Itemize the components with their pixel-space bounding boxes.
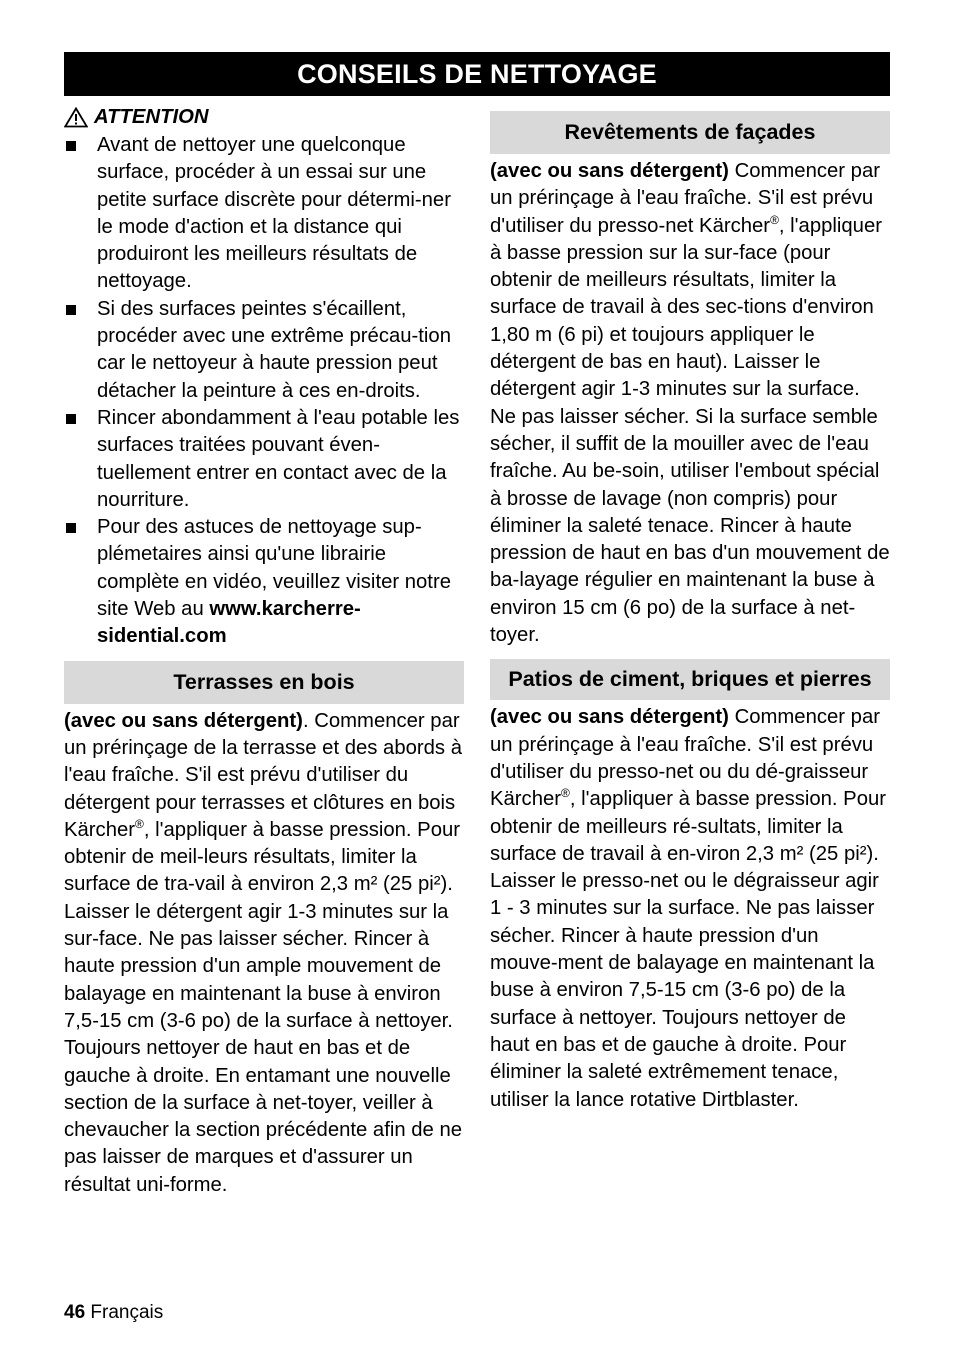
footer-language: Français: [90, 1302, 164, 1323]
left-column: [64, 103, 464, 1199]
page-footer: [64, 1302, 163, 1324]
bullet-square-icon: [66, 305, 76, 315]
section-heading-wood: Terrasses en bois: [64, 661, 464, 704]
list-item: Avant de nettoyer une quelconque surface, procéder à un essai sur une petite surface discrète pour détermi-ner le mode d'action et la distance qui produiront les meilleurs résultats de nettoyage.: [64, 132, 464, 296]
attention-list: [64, 132, 464, 651]
website-link[interactable]: www.karcherre-sidential.com: [97, 598, 361, 648]
list-item: Rincer abondamment à l'eau potable les surfaces traitées pouvant éven-tuellement entrer en contact avec de la nourriture.: [64, 405, 464, 514]
section-heading-patio: Patios de ciment, briques et pierres: [490, 659, 890, 700]
section-body-facade: (avec ou sans détergent) Commencer par un prérinçage à l'eau fraîche. S'il est prévu d'utiliser du presso-net Kärcher®, l'appliquer à basse pression sur la sur-face (pour obtenir de meilleurs résultats, limiter la surface de travail à des sec-tions d'environ 1,80 m (6 pi) et toujours appliquer le détergent de bas en haut). Laisser le détergent agir 1-3 minutes sur la surface. Ne pas laisser sécher. Si la surface semble sécher, il suffit de la mouiller avec de l'eau fraîche. Au be-soin, utiliser l'embout spécial à brosse de lavage (non compris) pour éliminer la saleté tenace. Rincer à haute pression de haut en bas d'un mouvement de ba-layage régulier en maintenant la buse à environ 15 cm (6 po) de la surface à net-toyer.: [490, 160, 890, 647]
bullet-square-icon: [66, 414, 76, 424]
page-title: CONSEILS DE NETTOYAGE: [64, 52, 890, 96]
attention-label: ATTENTION: [94, 105, 209, 128]
page-number: 46: [64, 1302, 86, 1323]
bullet-square-icon: [66, 141, 76, 151]
section-body-wood: (avec ou sans détergent). Commencer par un prérinçage de la terrasse et des abords à l'eau fraîche. S'il est prévu d'utiliser du détergent pour terrasses et clôtures en bois Kärcher®, l'appliquer à basse pression. Pour obtenir de meil-leurs résultats, limiter la surface de tra-vail à environ 2,3 m² (25 pi²). Laisser le détergent agir 1-3 minutes sur la sur-face. Ne pas laisser sécher. Rincer à haute pression d'un ample mouvement de balayage en maintenant la buse à environ 7,5-15 cm (3-6 po) de la surface à nettoyer. Toujours nettoyer de haut en bas et de gauche à droite. En entamant une nouvelle section de la surface à net-toyer, veiller à chevaucher la section précédente afin de ne pas laisser de marques et d'assurer un résultat uni-forme.: [64, 709, 463, 1196]
section-heading-facade: Revêtements de façades: [490, 111, 890, 154]
section-body-patio: (avec ou sans détergent) Commencer par un prérinçage à l'eau fraîche. S'il est prévu d'utiliser du presso-net ou du dé-graisseur Kärcher®, l'appliquer à basse pression. Pour obtenir de meilleurs ré-sultats, limiter la surface de travail à en-viron 2,3 m² (25 pi²). Laisser le presso-net ou le dégraisseur agir 1 - 3 minutes sur la surface. Ne pas laisser sécher. Rincer à haute pression d'un mouve-ment de balayage en maintenant la buse à environ 7,5-15 cm (3-6 po) de la surface à nettoyer. Toujours nettoyer de haut en bas et de gauche à droite. Pour éliminer la saleté extrêmement tenace, utiliser la lance rotative Dirtblaster.: [490, 706, 887, 1111]
list-item: Pour des astuces de nettoyage sup-plémetaires ainsi qu'une librairie complète en vidéo, veuillez visiter notre site Web au www.karcherre-sidential.com: [64, 514, 464, 650]
right-column: [490, 111, 890, 1114]
warning-triangle-icon: [64, 107, 88, 128]
bullet-square-icon: [66, 523, 76, 533]
list-item: Si des surfaces peintes s'écaillent, procéder avec une extrême précau-tion car le nettoyeur à haute pression peut détacher la peinture à ces en-droits.: [64, 296, 464, 405]
attention-heading: [64, 103, 464, 132]
